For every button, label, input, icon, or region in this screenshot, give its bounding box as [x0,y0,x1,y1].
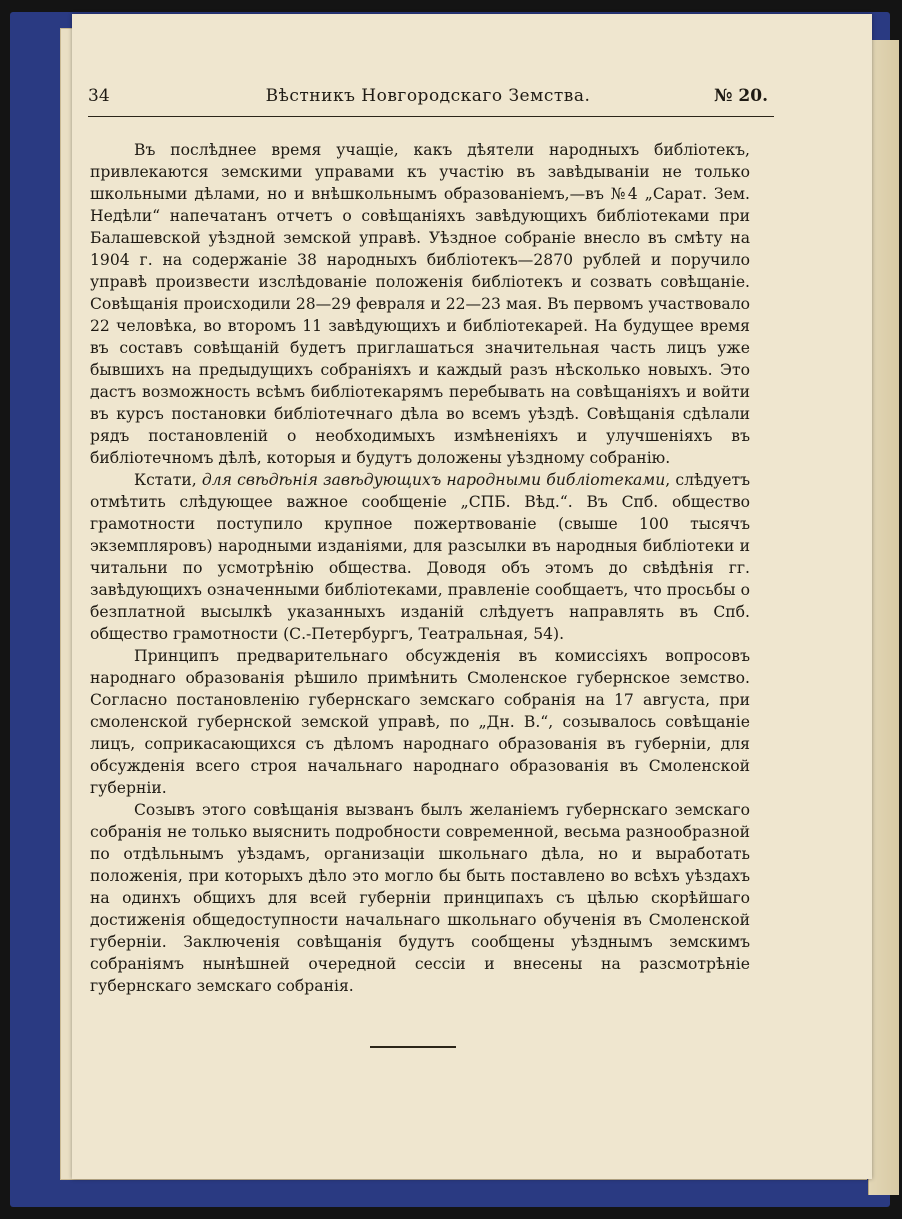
next-page-edge [868,40,899,1195]
paragraph-smolensk-principle: Принципъ предварительнаго обсужденія въ комиссіяхъ вопросовъ народнаго образованія рѣшило примѣнить Смоленское губернское земство. Согласно постановленію губернскаго земскаго собранія на 17 августа, при смоленской губернской земской управѣ, по „Дн. В.“, созывалось совѣщаніе лицъ, соприкасающихся съ дѣломъ народнаго образованія въ губерніи, для обсужденія всего строя начальнаго народнаго образованія въ Смоленской губерніи. [90,647,750,797]
header-rule [88,116,774,117]
page-number: 34 [88,86,110,106]
paragraph-libraries-balashov: Въ послѣднее время учащіе, какъ дѣятели народныхъ библіотекъ, привлекаются земскими управами къ участію въ завѣдываніи не только школьными дѣлами, но и внѣшкольнымъ образованіемъ,—въ №4 „Сарат. Зем. Недѣли“ напечатанъ отчетъ о совѣщаніяхъ завѣдующихъ библіотеками при Балашевской уѣздной земской управѣ. Уѣздное собраніе внесло въ смѣту на 1904 г. на содержаніе 38 народныхъ библіотекъ—2870 рублей и поручило управѣ произвести изслѣдованіе положенія библіотекъ и созвать совѣщаніе. Совѣщанія происходили 28—29 февраля и 22—23 мая. Въ первомъ участвовало 22 человѣка, во второмъ 11 завѣдующихъ и библіотекарей. На будущее время въ составъ совѣщаній будетъ приглашаться значительная часть лицъ уже бывшихъ на предыдущихъ собраніяхъ и каждый разъ нѣсколько новыхъ. Это дастъ возможность всѣмъ библіотекарямъ перебывать на совѣщаніяхъ и войти въ курсъ постановки библіотечнаго дѣла во всемъ уѣздѣ. Совѣщанія сдѣлали рядъ постановленій о необходимыхъ измѣненіяхъ и улучшеніяхъ въ библіотечномъ дѣлѣ, которыя и будутъ доложены уѣздному собранію. [90,141,750,467]
paragraph-lead: Кстати, [134,471,202,489]
journal-title: Вѣстникъ Новгородскаго Земства. [265,86,591,106]
paragraph-smolensk-meeting: Созывъ этого совѣщанія вызванъ былъ желаніемъ губернскаго земскаго собранія не только выяснить подробности современной, весьма разнообразной по отдѣльнымъ уѣздамъ, организаціи школьнаго дѣла, но и выработать положенія, при которыхъ дѣло это могло бы быть поставлено во всѣхъ уѣздахъ на одинхъ общихъ для всей губерніи принципахъ съ цѣлью скорѣйшаго достиженія общедоступности начальнаго школьнаго обученія въ Смоленской губерніи. Заключенія совѣщанія будутъ сообщены уѣзднымъ земскимъ собраніямъ нынѣшней очередной сессіи и внесены на разсмотрѣніе губернскаго земскаго собранія. [90,801,750,995]
paragraph-rest: , слѣдуетъ отмѣтить слѣдующее важное сообщеніе „СПБ. Вѣд.“. Въ Спб. общество грамотности поступило крупное пожертвованіе (свыше 100 тысячъ экземпляровъ) народными изданіями, для разсылки въ народныя библіотеки и читальни по усмотрѣнію общества. Доводя объ этомъ до свѣдѣнія гг. завѣдующихъ означенными библіотеками, правленіе сообщаетъ, что просьбы о безплатной высылкѣ указанныхъ изданій слѣдуетъ направлять въ Спб. общество грамотности (С.-Петербургъ, Театральная, 54). [90,471,750,643]
paragraph-literacy-society [90,469,750,645]
issue-number: № 20. [714,86,768,106]
running-header [88,86,768,110]
section-end-rule [370,1046,456,1048]
article-body [90,139,750,997]
italic-phrase: для свѣдѣнія завѣдующихъ народными библіотеками [201,471,666,489]
